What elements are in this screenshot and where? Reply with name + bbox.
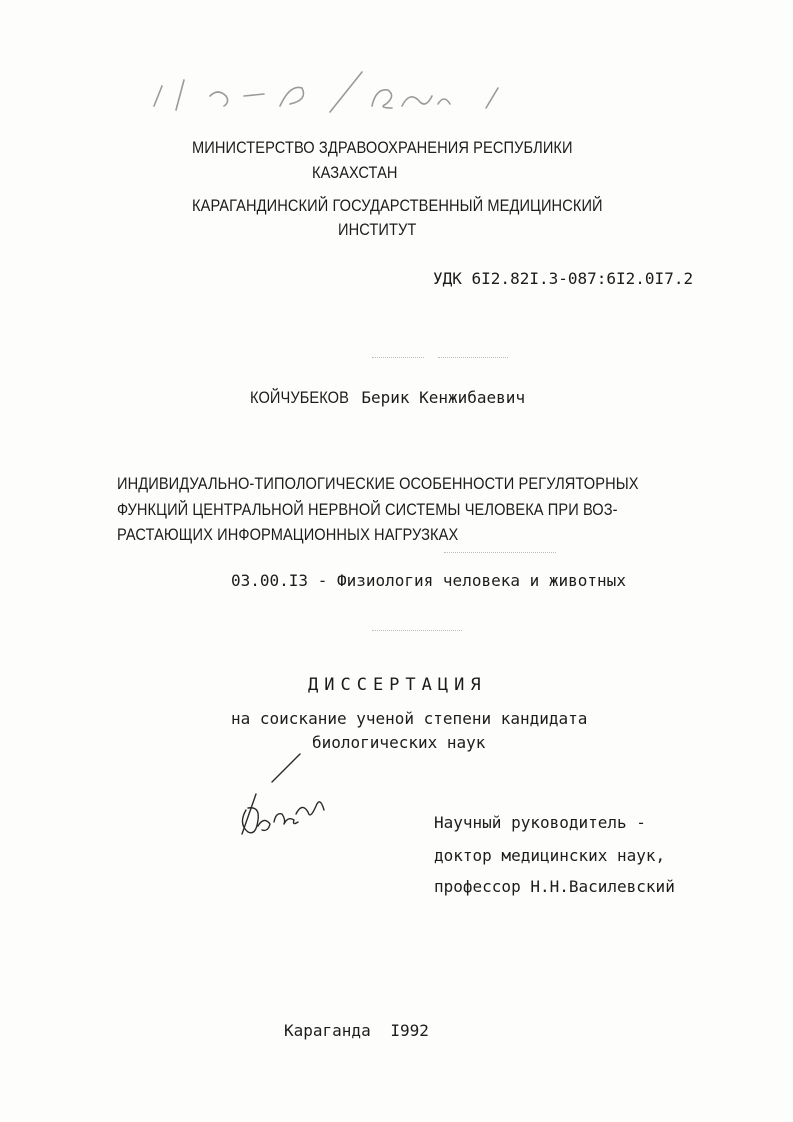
ministry-name-line2: КАЗАХСТАН [312, 163, 398, 182]
supervisor-role: Научный руководитель - [434, 813, 646, 832]
supervisor-name: профессор Н.Н.Василевский [434, 877, 675, 896]
footer-year: I992 [390, 1021, 429, 1040]
faint-dotted-mark [438, 357, 508, 359]
thesis-title-line3: РАСТАЮЩИХ ИНФОРМАЦИОННЫХ НАГРУЗКАХ [117, 525, 459, 544]
footer-city: Караганда [284, 1021, 371, 1040]
degree-line2: биологических наук [312, 733, 486, 752]
degree-line1: на соискание ученой степени кандидата [231, 709, 588, 728]
supervisor-degree: доктор медицинских наук, [434, 846, 666, 865]
institute-name-line1: КАРАГАНДИНСКИЙ ГОСУДАРСТВЕННЫЙ МЕДИЦИНСКИЙ [192, 196, 603, 215]
thesis-title-line1: ИНДИВИДУАЛЬНО-ТИПОЛОГИЧЕСКИЕ ОСОБЕННОСТИ РЕГУЛЯТОРНЫХ [117, 474, 639, 493]
footer-city-year [284, 1020, 429, 1042]
signature-graphic [228, 750, 338, 850]
author-surname: КОЙЧУБЕКОВ [250, 388, 349, 407]
thesis-title-line2: ФУНКЦИЙ ЦЕНТРАЛЬНОЙ НЕРВНОЙ СИСТЕМЫ ЧЕЛОВЕКА ПРИ ВОЗ- [117, 500, 618, 519]
ministry-name-line1: МИНИСТЕРСТВО ЗДРАВООХРАНЕНИЯ РЕСПУБЛИКИ [192, 138, 573, 157]
author-given-names: Берик Кенжибаевич [361, 388, 526, 407]
udc-code: УДК 6I2.82I.3-087:6I2.0I7.2 [433, 269, 694, 288]
faint-dotted-mark [444, 552, 556, 554]
specialty-code: 03.00.I3 - Физиология человека и животных [231, 571, 626, 590]
document-type-heading: ДИССЕРТАЦИЯ [308, 675, 487, 695]
institute-name-line2: ИНСТИТУТ [338, 220, 417, 239]
pencil-note-graphic [140, 66, 510, 126]
author-name [250, 387, 525, 409]
faint-dotted-mark [372, 630, 462, 632]
faint-dotted-mark [372, 357, 424, 359]
